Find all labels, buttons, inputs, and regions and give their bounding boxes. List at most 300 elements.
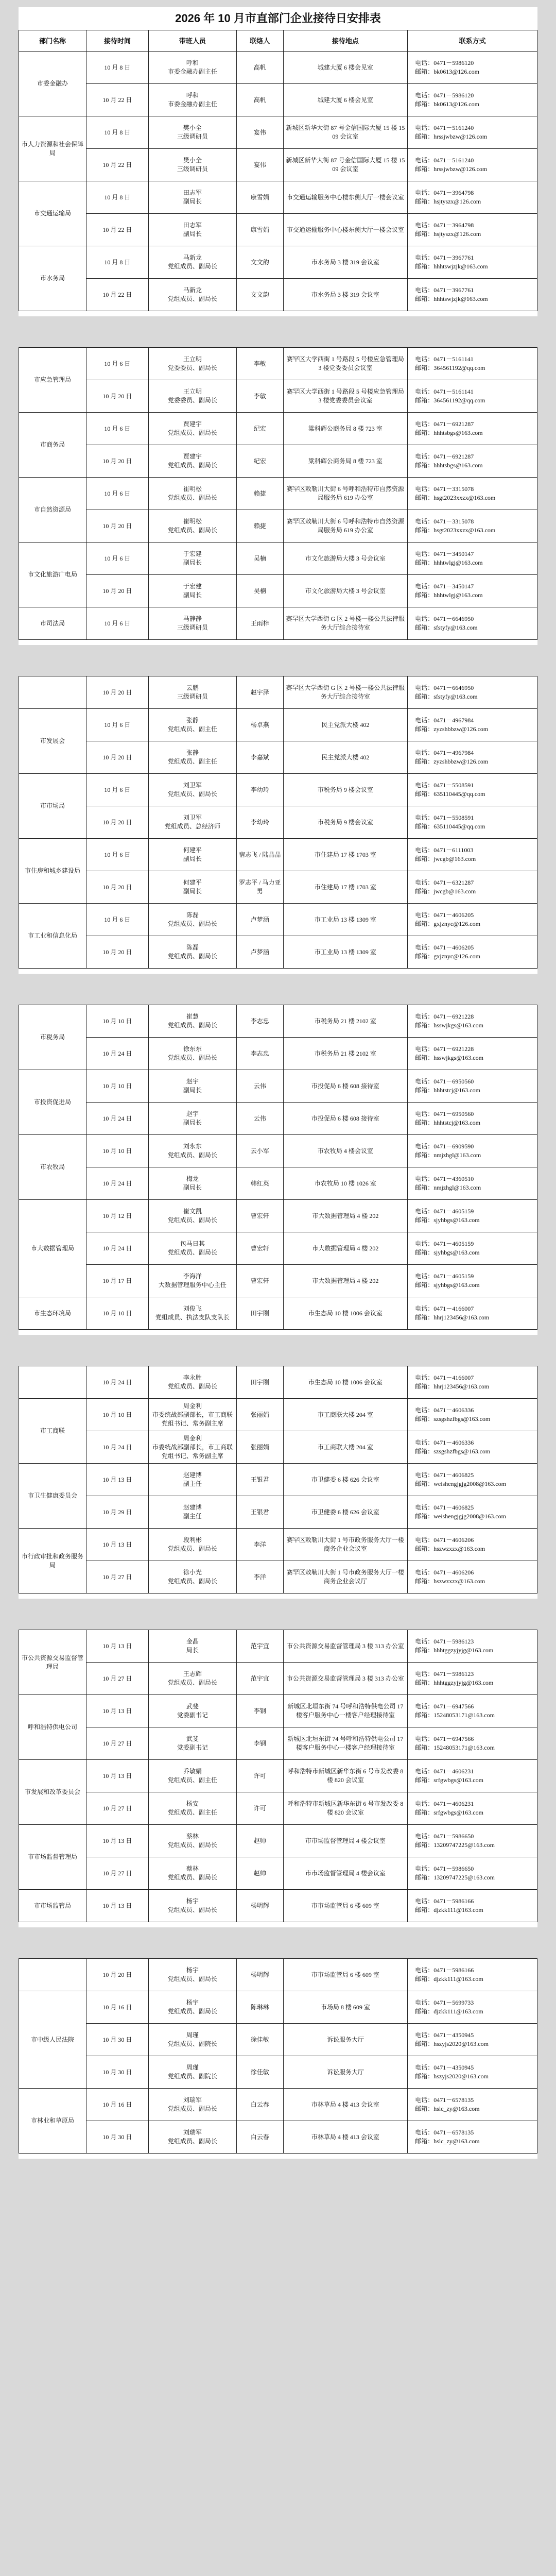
phone-text: 电话：0471－6950560 xyxy=(415,1078,474,1085)
phone-text: 电话：0471－6950560 xyxy=(415,1110,474,1117)
liaison-cell: 康雪娟 xyxy=(236,214,283,246)
liaison-cell: 田宇刚 xyxy=(236,1366,283,1399)
staff-name: 呼和 xyxy=(186,59,199,66)
liaison-cell: 吴楠 xyxy=(236,543,283,575)
table-row xyxy=(19,1857,537,1890)
staff-title: 党组成员、副局长 xyxy=(167,2105,217,2112)
location-cell: 市文化旅游局大楼 3 号会议室 xyxy=(283,543,408,575)
staff-title: 大数据管理服务中心主任 xyxy=(158,1281,227,1289)
staff-title: 党组成员、副局长 xyxy=(167,527,217,534)
liaison-cell: 徐佳敏 xyxy=(236,2024,283,2056)
table-row xyxy=(19,871,537,904)
date-cell: 10 月 20 日 xyxy=(86,575,148,607)
staff-cell xyxy=(148,709,236,741)
phone-text: 电话：0471－4360510 xyxy=(415,1175,474,1182)
table-row xyxy=(19,181,537,214)
column-header: 接待时间 xyxy=(86,30,148,52)
staff-title: 副主任 xyxy=(183,1480,202,1487)
table-row xyxy=(19,478,537,510)
location-cell: 市生态局 10 楼 1006 会议室 xyxy=(283,1297,408,1330)
date-cell: 10 月 13 日 xyxy=(86,1825,148,1857)
location-cell: 市交通运输服务中心楼东侧大厅一楼会议室 xyxy=(283,214,408,246)
contact-cell xyxy=(408,607,537,640)
table-row xyxy=(19,1038,537,1070)
column-header: 联系方式 xyxy=(408,30,537,52)
staff-cell xyxy=(148,1366,236,1399)
staff-name: 梅龙 xyxy=(186,1175,199,1182)
department-cell: 市市场监管局 xyxy=(19,1890,86,1922)
staff-title: 党组成员、副主任 xyxy=(167,1809,217,1816)
schedule-sheet xyxy=(19,1630,537,1927)
staff-name: 金晶 xyxy=(186,1638,199,1645)
staff-cell xyxy=(148,181,236,214)
date-cell: 10 月 24 日 xyxy=(86,1366,148,1399)
date-cell: 10 月 30 日 xyxy=(86,2121,148,2154)
phone-text: 电话：0471－4606825 xyxy=(415,1504,474,1511)
email-text: 邮箱：hhhtggzyjyjg@163.com xyxy=(415,1647,494,1654)
email-text: 邮箱：zyzshbbzw@126.com xyxy=(415,725,489,733)
liaison-cell: 张丽娟 xyxy=(236,1431,283,1464)
liaison-cell: 陈琳琳 xyxy=(236,1991,283,2024)
contact-cell xyxy=(408,774,537,806)
date-cell: 10 月 8 日 xyxy=(86,116,148,149)
phone-text: 电话：0471－5986120 xyxy=(415,92,474,99)
phone-text: 电话：0471－3967761 xyxy=(415,254,474,261)
contact-cell xyxy=(408,246,537,279)
date-cell: 10 月 13 日 xyxy=(86,1760,148,1792)
staff-name: 贾建宇 xyxy=(183,420,202,428)
staff-name: 段利彬 xyxy=(183,1536,202,1544)
location-cell: 新城区北垣东街 74 号呼和浩特供电公司 17 楼客户服务中心一楼客户经理接待室 xyxy=(283,1695,408,1727)
email-text: 邮箱：635110445@qq.com xyxy=(415,790,485,798)
staff-name: 赵宇 xyxy=(186,1110,199,1117)
staff-title: 党组成员、副局长 xyxy=(167,263,217,270)
staff-title: 副局长 xyxy=(183,591,202,599)
table-row xyxy=(19,1297,537,1330)
staff-title: 党组成员、副局长 xyxy=(167,1578,217,1585)
column-header: 部门名称 xyxy=(19,30,86,52)
staff-cell xyxy=(148,1038,236,1070)
staff-title: 党组成员、副局长 xyxy=(167,1249,217,1256)
phone-text: 电话：0471－4605159 xyxy=(415,1208,474,1215)
table-row xyxy=(19,510,537,543)
phone-text: 电话：0471－5986166 xyxy=(415,1897,474,1905)
schedule-sheet xyxy=(19,1005,537,1335)
liaison-cell: 纪宏 xyxy=(236,413,283,445)
staff-name: 赵宇 xyxy=(186,1078,199,1085)
staff-cell xyxy=(148,1431,236,1464)
phone-text: 电话：0471－4606231 xyxy=(415,1768,474,1775)
staff-name: 于宏建 xyxy=(183,583,202,590)
department-cell: 市发展和改革委员会 xyxy=(19,1760,86,1825)
table-row xyxy=(19,246,537,279)
contact-cell xyxy=(408,1561,537,1594)
table-row xyxy=(19,936,537,969)
department-cell: 市大数据管理局 xyxy=(19,1200,86,1297)
email-text: 邮箱：hhhtswjzjk@163.com xyxy=(415,295,488,302)
email-text: 邮箱：hszyjs2020@163.com xyxy=(415,2073,489,2080)
table-row xyxy=(19,413,537,445)
date-cell: 10 月 22 日 xyxy=(86,279,148,311)
liaison-cell: 曹宏轩 xyxy=(236,1265,283,1297)
location-cell: 市税务局 21 楼 2102 室 xyxy=(283,1038,408,1070)
staff-name: 马新龙 xyxy=(183,286,202,294)
email-text: 邮箱：hhhtwlgj@163.com xyxy=(415,559,483,566)
liaison-cell: 李钢 xyxy=(236,1695,283,1727)
phone-text: 电话：0471－6947566 xyxy=(415,1703,474,1710)
location-cell: 市公共资源交易监督管理局 3 楼 313 办公室 xyxy=(283,1663,408,1695)
location-cell: 新城区北垣东街 74 号呼和浩特供电公司 17 楼客户服务中心一楼客户经理接待室 xyxy=(283,1727,408,1760)
staff-cell xyxy=(148,380,236,413)
staff-name: 杨宇 xyxy=(186,1897,199,1905)
department-cell: 市林业和草原局 xyxy=(19,2089,86,2154)
schedule-page xyxy=(0,7,556,2576)
department-cell: 市人力资源和社会保障局 xyxy=(19,116,86,181)
table-row xyxy=(19,52,537,84)
location-cell: 市大数据管理局 4 楼 202 xyxy=(283,1200,408,1232)
liaison-cell: 李洋 xyxy=(236,1561,283,1594)
date-cell: 10 月 12 日 xyxy=(86,1200,148,1232)
date-cell: 10 月 10 日 xyxy=(86,1070,148,1103)
staff-cell xyxy=(148,1857,236,1890)
staff-title: 党组成员、副主任 xyxy=(167,725,217,733)
staff-name: 刘卫军 xyxy=(183,782,202,789)
staff-name: 田志军 xyxy=(183,222,202,229)
staff-name: 崔明松 xyxy=(183,518,202,525)
staff-cell xyxy=(148,774,236,806)
phone-text: 电话：0471－4606336 xyxy=(415,1439,474,1446)
phone-text: 电话：0471－6321287 xyxy=(415,879,474,886)
table-row xyxy=(19,1825,537,1857)
staff-cell xyxy=(148,1265,236,1297)
phone-text: 电话：0471－5699733 xyxy=(415,1999,474,2006)
contact-cell xyxy=(408,214,537,246)
email-text: 邮箱：hhrj123456@163.com xyxy=(415,1314,490,1321)
location-cell: 市卫健委 6 楼 626 会议室 xyxy=(283,1496,408,1529)
phone-text: 电话：0471－4606205 xyxy=(415,911,474,919)
liaison-cell: 文文韵 xyxy=(236,246,283,279)
email-text: 邮箱：sjyhbgs@163.com xyxy=(415,1281,480,1289)
phone-text: 电话：0471－4350945 xyxy=(415,2031,474,2039)
contact-cell xyxy=(408,543,537,575)
email-text: 邮箱：hsswjkgs@163.com xyxy=(415,1022,483,1029)
contact-cell xyxy=(408,348,537,380)
date-cell: 10 月 20 日 xyxy=(86,936,148,969)
location-cell: 民主党派大楼 402 xyxy=(283,741,408,774)
location-cell: 市市场监管局 6 楼 609 室 xyxy=(283,1959,408,1991)
contact-cell xyxy=(408,445,537,478)
contact-cell xyxy=(408,1005,537,1038)
contact-cell xyxy=(408,1825,537,1857)
staff-cell xyxy=(148,1399,236,1431)
staff-name: 樊小全 xyxy=(183,124,202,131)
email-text: 邮箱：hsjtyszx@126.com xyxy=(415,230,481,238)
location-cell: 市生态局 10 楼 1006 会议室 xyxy=(283,1366,408,1399)
phone-text: 电话：0471－5986123 xyxy=(415,1670,474,1677)
department-cell: 市农牧局 xyxy=(19,1135,86,1200)
liaison-cell: 徐佳敏 xyxy=(236,2056,283,2089)
location-cell: 市农牧局 4 楼会议室 xyxy=(283,1135,408,1167)
liaison-cell: 曹宏轩 xyxy=(236,1232,283,1265)
date-cell: 10 月 20 日 xyxy=(86,1959,148,1991)
department-cell: 市税务局 xyxy=(19,1005,86,1070)
date-cell: 10 月 13 日 xyxy=(86,1464,148,1496)
email-text: 邮箱：hhhtggzyjyjg@163.com xyxy=(415,1679,494,1686)
department-cell: 市司法局 xyxy=(19,607,86,640)
table-row xyxy=(19,279,537,311)
contact-cell xyxy=(408,1890,537,1922)
column-header: 联络人 xyxy=(236,30,283,52)
department-cell: 市水务局 xyxy=(19,246,86,311)
date-cell: 10 月 20 日 xyxy=(86,380,148,413)
date-cell: 10 月 24 日 xyxy=(86,1167,148,1200)
phone-text: 电话：0471－4350945 xyxy=(415,2064,474,2071)
contact-cell xyxy=(408,181,537,214)
staff-cell xyxy=(148,676,236,709)
date-cell: 10 月 24 日 xyxy=(86,1431,148,1464)
staff-title: 党组成员、副局长 xyxy=(167,1906,217,1913)
staff-title: 党组成员、副局长 xyxy=(167,462,217,469)
table-row xyxy=(19,1630,537,1663)
email-text: 邮箱：hhhtswjzjk@163.com xyxy=(415,263,488,270)
staff-name: 樊小全 xyxy=(183,157,202,164)
table-row xyxy=(19,607,537,640)
staff-name: 崔文凯 xyxy=(183,1208,202,1215)
location-cell: 市场局 8 楼 609 室 xyxy=(283,1991,408,2024)
table-row xyxy=(19,1695,537,1727)
department-cell: 市卫生健康委员会 xyxy=(19,1464,86,1529)
table-row xyxy=(19,904,537,936)
location-cell: 市工商联大楼 204 室 xyxy=(283,1431,408,1464)
staff-cell xyxy=(148,2121,236,2154)
email-text: 邮箱：hslc_zy@163.com xyxy=(415,2138,480,2145)
staff-title: 三级调研员 xyxy=(177,165,208,173)
phone-text: 电话：0471－6909590 xyxy=(415,1143,474,1150)
table-row xyxy=(19,1760,537,1792)
staff-title: 三级调研员 xyxy=(177,624,208,631)
department-cell xyxy=(19,676,86,709)
phone-text: 电话：0471－6646950 xyxy=(415,684,474,691)
date-cell: 10 月 20 日 xyxy=(86,871,148,904)
contact-cell xyxy=(408,806,537,839)
staff-name: 刘卫军 xyxy=(183,814,202,821)
staff-name: 呼和 xyxy=(186,92,199,99)
email-text: 邮箱：srfgwbgs@163.com xyxy=(415,1809,483,1816)
date-cell: 10 月 13 日 xyxy=(86,1695,148,1727)
staff-title: 市委统战部副部长，市工商联党组书记、常务副主席 xyxy=(152,1411,233,1427)
staff-name: 杨安 xyxy=(186,1800,199,1807)
department-cell: 市工业和信息化局 xyxy=(19,904,86,969)
date-cell: 10 月 13 日 xyxy=(86,1890,148,1922)
contact-cell xyxy=(408,478,537,510)
location-cell: 市农牧局 10 楼 1026 室 xyxy=(283,1167,408,1200)
date-cell: 10 月 16 日 xyxy=(86,1991,148,2024)
email-text: 邮箱：srfgwbgs@163.com xyxy=(415,1776,483,1784)
staff-name: 周瑾 xyxy=(186,2064,199,2071)
email-text: 邮箱：nmjzhgl@163.com xyxy=(415,1184,481,1191)
staff-title: 局长 xyxy=(186,1647,199,1654)
email-text: 邮箱：jwcgb@163.com xyxy=(415,888,476,895)
table-row xyxy=(19,1366,537,1399)
staff-name: 周金利 xyxy=(183,1434,202,1442)
department-cell: 市市场局 xyxy=(19,774,86,839)
staff-cell xyxy=(148,1232,236,1265)
staff-title: 党组成员、副局长 xyxy=(167,1874,217,1881)
liaison-cell: 云伟 xyxy=(236,1070,283,1103)
contact-cell xyxy=(408,413,537,445)
column-header: 接待地点 xyxy=(283,30,408,52)
table-row xyxy=(19,149,537,181)
staff-cell xyxy=(148,1959,236,1991)
staff-name: 于宏建 xyxy=(183,550,202,557)
email-text: 邮箱：sfstyfy@163.com xyxy=(415,624,478,631)
staff-cell xyxy=(148,1630,236,1663)
location-cell: 市税务局 21 楼 2102 室 xyxy=(283,1005,408,1038)
contact-cell xyxy=(408,1103,537,1135)
location-cell: 赛罕区大学西街 G 区 2 号楼一楼公共法律服务大厅综合接待室 xyxy=(283,676,408,709)
email-text: 邮箱：weishengjgjg2008@163.com xyxy=(415,1480,506,1487)
liaison-cell: 白云春 xyxy=(236,2121,283,2154)
email-text: 邮箱：hhhtsbgs@163.com xyxy=(415,462,483,469)
contact-cell xyxy=(408,676,537,709)
contact-cell xyxy=(408,741,537,774)
table-row xyxy=(19,1529,537,1561)
staff-cell xyxy=(148,806,236,839)
staff-name: 李海洋 xyxy=(183,1273,202,1280)
contact-cell xyxy=(408,1663,537,1695)
location-cell: 市住建局 17 楼 1703 室 xyxy=(283,871,408,904)
location-cell: 赛罕区敕勒川大街 6 号呼和浩特市自然资源局服务局 619 办公室 xyxy=(283,510,408,543)
date-cell: 10 月 30 日 xyxy=(86,2024,148,2056)
phone-text: 电话：0471－4606205 xyxy=(415,944,474,951)
staff-cell xyxy=(148,445,236,478)
staff-cell xyxy=(148,607,236,640)
staff-title: 党组成员、总经济师 xyxy=(164,823,220,830)
staff-cell xyxy=(148,2024,236,2056)
phone-text: 电话：0471－4967984 xyxy=(415,717,474,724)
location-cell: 城建大厦 6 楼会见室 xyxy=(283,84,408,116)
location-cell: 赛罕区敕勒川大街 1 号市政务服务大厅一楼商务企业会议厅 xyxy=(283,1561,408,1594)
staff-cell xyxy=(148,348,236,380)
contact-cell xyxy=(408,1265,537,1297)
date-cell: 10 月 6 日 xyxy=(86,774,148,806)
liaison-cell: 李嘉斌 xyxy=(236,741,283,774)
liaison-cell: 李钢 xyxy=(236,1727,283,1760)
table-row xyxy=(19,1496,537,1529)
table-row xyxy=(19,741,537,774)
liaison-cell: 曹宏轩 xyxy=(236,1200,283,1232)
email-text: 邮箱：gxjznyc@126.com xyxy=(415,953,480,960)
staff-title: 市委金融办副主任 xyxy=(167,100,217,108)
staff-name: 田志军 xyxy=(183,189,202,196)
location-cell: 诉讼服务大厅 xyxy=(283,2024,408,2056)
date-cell: 10 月 6 日 xyxy=(86,709,148,741)
table-row xyxy=(19,676,537,709)
liaison-cell: 范宇宜 xyxy=(236,1630,283,1663)
staff-title: 党组成员、副局长 xyxy=(167,2008,217,2015)
department-cell xyxy=(19,1366,86,1399)
date-cell: 10 月 6 日 xyxy=(86,839,148,871)
page-title: 2026 年 10 月市直部门企业接待日安排表 xyxy=(19,7,537,30)
liaison-cell: 杨明辉 xyxy=(236,1959,283,1991)
phone-text: 电话：0471－5161240 xyxy=(415,124,474,131)
date-cell: 10 月 22 日 xyxy=(86,149,148,181)
phone-text: 电话：0471－5986166 xyxy=(415,1967,474,1974)
contact-cell xyxy=(408,871,537,904)
table-row xyxy=(19,348,537,380)
department-cell: 市市场监督管理局 xyxy=(19,1825,86,1890)
email-text: 邮箱：hrssjwbzw@126.com xyxy=(415,133,488,140)
liaison-cell: 王雨梓 xyxy=(236,607,283,640)
staff-name: 马静静 xyxy=(183,615,202,622)
staff-cell xyxy=(148,510,236,543)
table-row xyxy=(19,839,537,871)
table-row xyxy=(19,2089,537,2121)
staff-name: 张静 xyxy=(186,749,199,756)
schedule-sheet xyxy=(19,676,537,974)
table-row xyxy=(19,1135,537,1167)
staff-title: 党组成员、副局长 xyxy=(167,429,217,436)
liaison-cell: 卢梦涵 xyxy=(236,904,283,936)
staff-title: 党组成员、副主任 xyxy=(167,1776,217,1784)
phone-text: 电话：0471－5986650 xyxy=(415,1833,474,1840)
date-cell: 10 月 8 日 xyxy=(86,181,148,214)
staff-name: 张静 xyxy=(186,717,199,724)
liaison-cell: 高帆 xyxy=(236,52,283,84)
schedule-table xyxy=(19,676,537,969)
staff-name: 蔡林 xyxy=(186,1865,199,1872)
staff-name: 杨宇 xyxy=(186,1967,199,1974)
header-row xyxy=(19,30,537,52)
staff-cell xyxy=(148,839,236,871)
contact-cell xyxy=(408,839,537,871)
staff-cell xyxy=(148,1890,236,1922)
contact-cell xyxy=(408,1135,537,1167)
staff-cell xyxy=(148,1103,236,1135)
table-row xyxy=(19,1431,537,1464)
contact-cell xyxy=(408,84,537,116)
staff-name: 乔敏娟 xyxy=(183,1768,202,1775)
location-cell: 市林草局 4 楼 413 会议室 xyxy=(283,2121,408,2154)
staff-cell xyxy=(148,2056,236,2089)
staff-title: 副局长 xyxy=(183,559,202,566)
email-text: 邮箱：hszwzxzx@163.com xyxy=(415,1545,485,1552)
staff-cell xyxy=(148,575,236,607)
table-row xyxy=(19,1959,537,1991)
schedule-table xyxy=(19,1366,537,1594)
contact-cell xyxy=(408,1167,537,1200)
staff-name: 马新龙 xyxy=(183,254,202,261)
department-cell: 市交通运输局 xyxy=(19,181,86,246)
email-text: 邮箱：szsgshzfbgs@163.com xyxy=(415,1448,491,1455)
date-cell: 10 月 13 日 xyxy=(86,1529,148,1561)
schedule-table xyxy=(19,1958,537,2154)
staff-title: 党组成员、副局长 xyxy=(167,1975,217,1982)
date-cell: 10 月 27 日 xyxy=(86,1663,148,1695)
phone-text: 电话：0471－6111003 xyxy=(415,846,474,854)
location-cell: 粱科辉公商务局 8 楼 723 室 xyxy=(283,413,408,445)
contact-cell xyxy=(408,1232,537,1265)
location-cell: 市投促局 6 楼 608 接待室 xyxy=(283,1103,408,1135)
staff-title: 党组成员、副局长 xyxy=(167,1022,217,1029)
department-cell xyxy=(19,1959,86,1991)
contact-cell xyxy=(408,1529,537,1561)
staff-cell xyxy=(148,543,236,575)
liaison-cell: 王银君 xyxy=(236,1464,283,1496)
department-cell: 呼和浩特供电公司 xyxy=(19,1695,86,1760)
email-text: 邮箱：hszwzxzx@163.com xyxy=(415,1578,485,1585)
department-cell: 市发展会 xyxy=(19,709,86,774)
